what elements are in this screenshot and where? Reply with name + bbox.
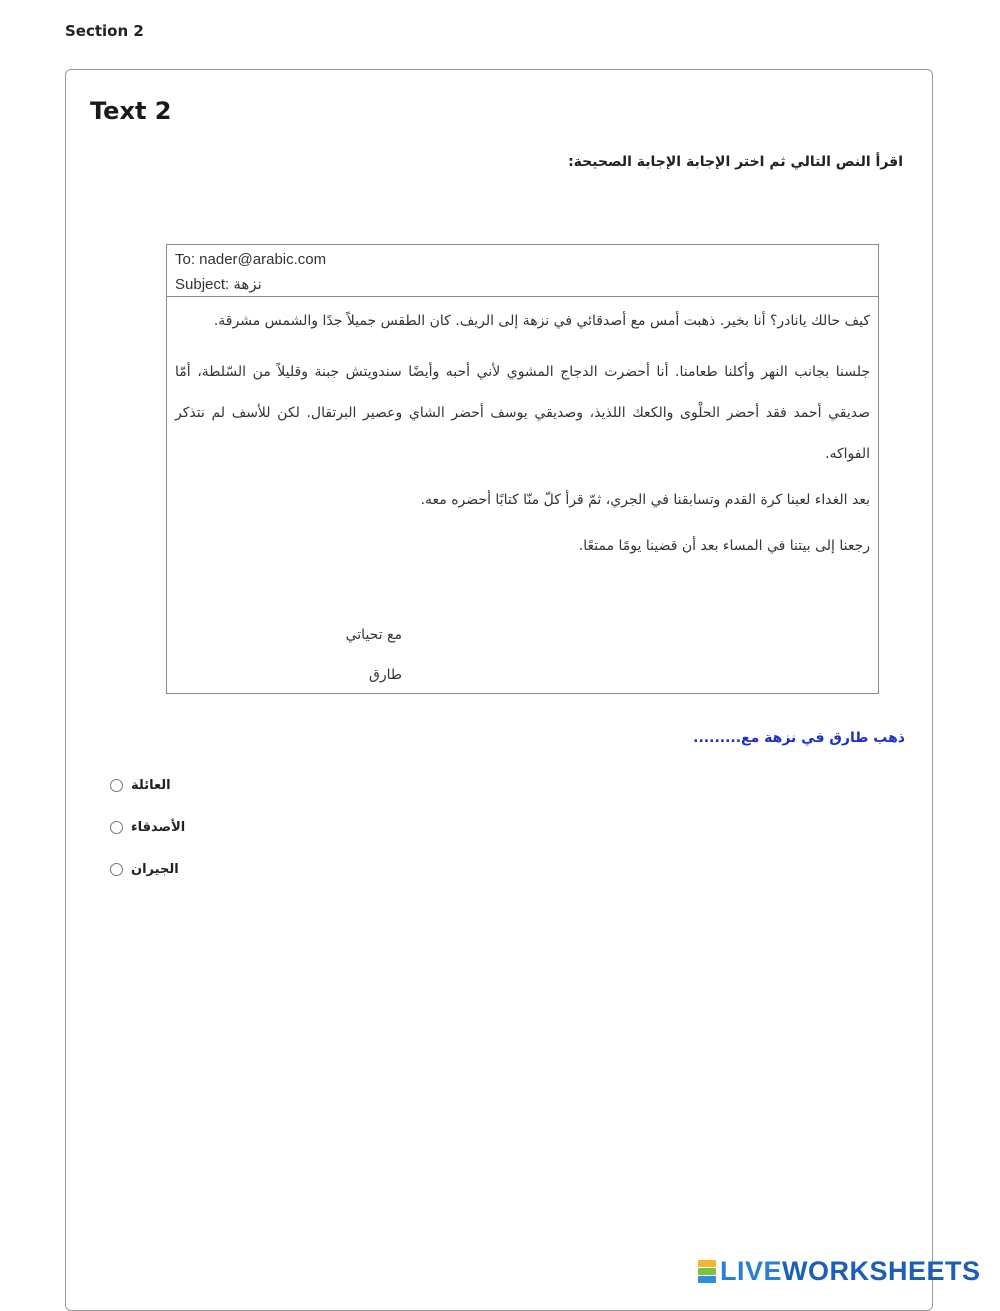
- option-neighbors[interactable]: [110, 856, 185, 882]
- section-label: Section 2: [65, 22, 144, 40]
- email-subject: Subject: نزهة: [175, 276, 262, 293]
- instruction-text: اقرأ النص التالي ثم اختر الإجابة الإجابة الصحيحة:: [568, 154, 903, 170]
- email-box: [166, 244, 879, 694]
- email-body: [167, 297, 878, 561]
- option-label: الأصدقاء: [131, 819, 186, 835]
- brand-wordmark: [720, 1256, 981, 1287]
- liveworksheets-logo-icon: [698, 1260, 716, 1284]
- logo-bar: [698, 1276, 716, 1283]
- email-signature: طارق: [368, 667, 402, 683]
- email-to: To: nader@arabic.com: [175, 251, 327, 268]
- email-paragraph: بعد الغداء لعبنا كرة القدم وتسابقنا في الجري، ثمّ قرأ كلّ منّا كتابًا أحضره معه.: [420, 492, 870, 508]
- text-title: Text 2: [90, 97, 172, 125]
- email-header: [167, 245, 878, 297]
- email-paragraph: رجعنا إلى بيتنا في المساء بعد أن قضينا يومًا ممتعًا.: [578, 538, 870, 554]
- email-paragraph: كيف حالك يانادر؟ أنا بخير. ذهبت أمس مع أصدقائي في نزهة إلى الريف. كان الطقس جميلاً جدًا والشمس مشرقة.: [213, 313, 870, 329]
- radio-button[interactable]: [110, 821, 123, 834]
- email-signature-block: [330, 622, 402, 702]
- question-text: ذهب طارق في نزهة مع.........: [693, 730, 905, 746]
- option-label: العائلة: [131, 777, 171, 793]
- email-paragraph: جلسنا بجانب النهر وأكلنا طعامنا. أنا أحضرت الدجاج المشوي لأني أحبه وأيضًا سندويتش جبنة وقليلاً من السّلطة، أمّا صديقي أحمد فقد أحضر الحلْوى والكعك اللذيذ، وصديقي يوسف أحضر الشاي وعصير البرتقال. لكن للأسف لم نتذكر الفواكه.: [175, 364, 870, 462]
- radio-button[interactable]: [110, 779, 123, 792]
- answer-options: [110, 772, 185, 898]
- logo-bar: [698, 1260, 716, 1267]
- option-friends[interactable]: [110, 814, 185, 840]
- option-family[interactable]: [110, 772, 185, 798]
- liveworksheets-brand: [698, 1256, 981, 1287]
- brand-worksheets: WORKSHEETS: [782, 1256, 981, 1286]
- option-label: الجيران: [131, 861, 179, 877]
- logo-bar: [698, 1268, 716, 1275]
- radio-button[interactable]: [110, 863, 123, 876]
- brand-live: LIVE: [720, 1256, 783, 1286]
- email-closing: مع تحياتي: [345, 627, 402, 643]
